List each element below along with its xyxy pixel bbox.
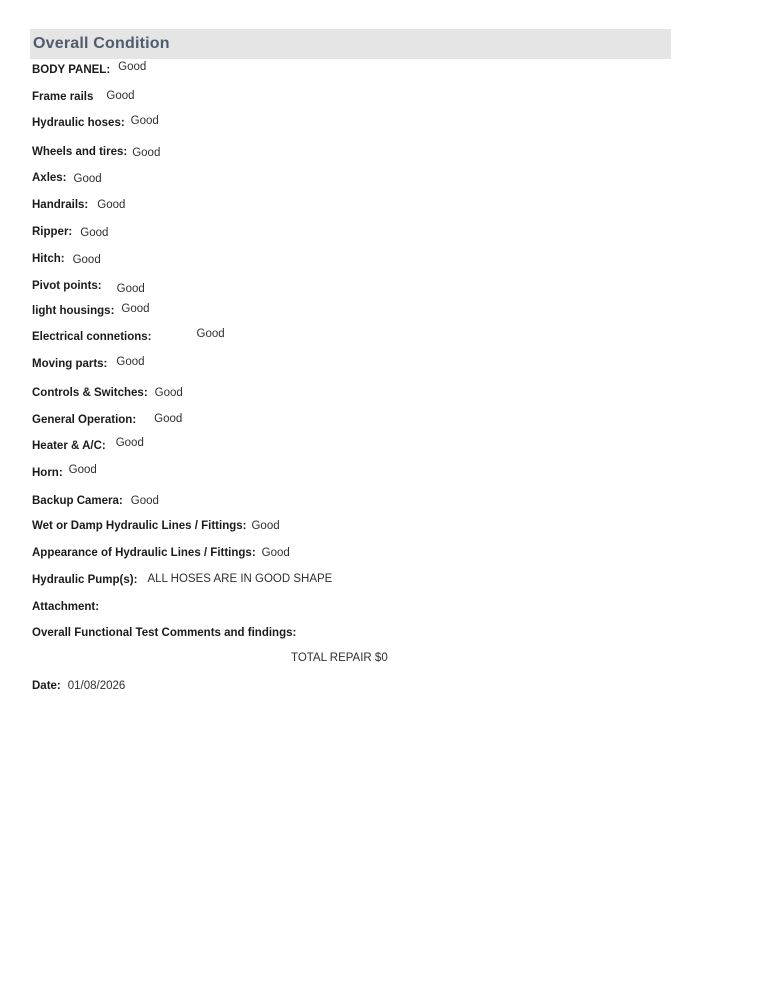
inspection-row-ripper — [32, 226, 108, 239]
field-value: Good — [130, 495, 159, 507]
field-label: Electrical connetions: — [32, 331, 152, 343]
field-label: light housings: — [32, 305, 115, 317]
field-value: Good — [130, 115, 159, 127]
field-value: Good — [261, 547, 290, 559]
field-label: Pivot points: — [32, 280, 102, 292]
inspection-row-backup-camera — [32, 495, 159, 508]
field-value: Good — [115, 437, 144, 449]
field-label: BODY PANEL: — [32, 64, 111, 76]
field-label: Appearance of Hydraulic Lines / Fittings: — [32, 547, 256, 559]
field-label: Overall Functional Test Comments and findings: — [32, 627, 297, 639]
inspection-row-hydraulic-pumps — [32, 574, 332, 587]
date-label: Date: — [32, 680, 61, 692]
field-value: Good — [116, 283, 145, 295]
field-value: Good — [80, 227, 109, 239]
field-value: Good — [106, 90, 135, 102]
field-label: Axles: — [32, 172, 67, 184]
section-title: Overall Condition — [33, 35, 170, 52]
inspection-row-heater-ac — [32, 437, 144, 453]
inspection-row-wet-damp-lines — [32, 520, 280, 533]
field-label: Ripper: — [32, 226, 73, 238]
inspection-row-light-housings — [32, 305, 150, 318]
field-value: Good — [121, 303, 150, 315]
field-value: Good — [72, 254, 101, 266]
inspection-row-wheels-tires — [32, 146, 160, 159]
field-label: Frame rails — [32, 91, 94, 103]
field-label: Horn: — [32, 467, 63, 479]
field-label: Attachment: — [32, 601, 100, 613]
inspection-row-electrical-connections — [32, 328, 225, 344]
inspection-row-hitch — [32, 253, 101, 266]
field-value: Good — [154, 413, 183, 425]
field-value: Good — [73, 173, 102, 185]
field-label: General Operation: — [32, 414, 137, 426]
field-label: Wet or Damp Hydraulic Lines / Fittings: — [32, 520, 247, 532]
field-label: Backup Camera: — [32, 495, 123, 507]
date-value: 01/08/2026 — [67, 680, 126, 692]
inspection-row-body-panel — [32, 61, 147, 77]
field-label: Hitch: — [32, 253, 65, 265]
field-value: Good — [116, 356, 145, 368]
field-value: ALL HOSES ARE IN GOOD SHAPE — [147, 573, 333, 585]
field-label: Heater & A/C: — [32, 440, 106, 452]
field-value: Good — [154, 387, 183, 399]
inspection-row-handrails — [32, 199, 125, 212]
inspection-row-appearance-lines — [32, 547, 290, 560]
inspection-row-horn — [32, 464, 97, 480]
field-label: Controls & Switches: — [32, 387, 148, 399]
field-label: Hydraulic hoses: — [32, 117, 125, 129]
inspection-row-frame-rails — [32, 91, 135, 104]
field-label: Wheels and tires: — [32, 146, 128, 158]
field-label: Handrails: — [32, 199, 89, 211]
inspection-row-general-operation — [32, 414, 182, 427]
field-label: Moving parts: — [32, 358, 108, 370]
field-value: Good — [132, 147, 161, 159]
inspection-row-controls-switches — [32, 387, 183, 400]
field-value: Good — [251, 520, 280, 532]
field-label: Hydraulic Pump(s): — [32, 574, 138, 586]
inspection-row-functional-test-comments — [32, 627, 296, 640]
inspection-row-pivot-points — [32, 280, 145, 293]
inspection-row-axles — [32, 172, 102, 185]
field-value: Good — [196, 328, 225, 340]
field-value: Good — [118, 61, 147, 73]
field-value: Good — [68, 464, 97, 476]
date-row — [32, 680, 125, 692]
inspection-row-moving-parts — [32, 358, 145, 371]
field-value: Good — [97, 199, 126, 211]
section-header — [30, 29, 671, 59]
total-repair-line: TOTAL REPAIR $0 — [291, 652, 388, 664]
inspection-row-attachment — [32, 601, 99, 614]
inspection-row-hydraulic-hoses — [32, 117, 159, 130]
